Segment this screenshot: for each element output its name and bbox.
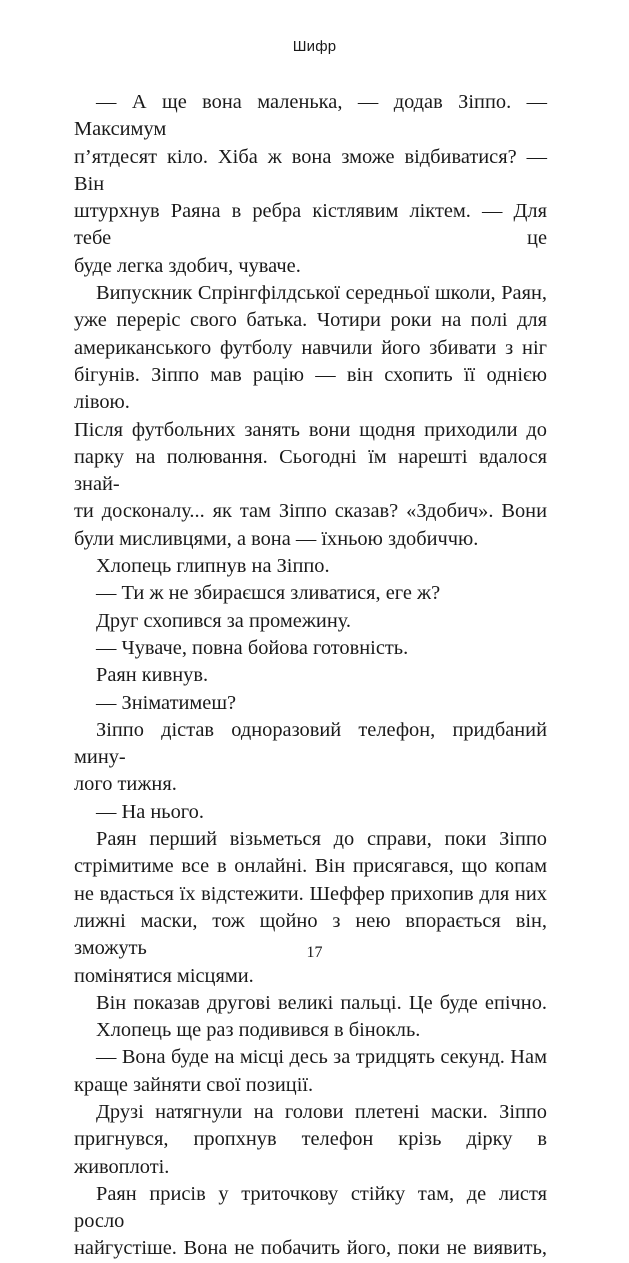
text-line: — А ще вона маленька, — додав Зіппо. — Максимум bbox=[74, 91, 547, 141]
text-line: Випускник Спрінгфілдської середньої школи, Раян, bbox=[96, 282, 547, 305]
text-line: Раян кивнув. bbox=[96, 664, 209, 687]
text-line: — Зніматимеш? bbox=[96, 691, 237, 714]
text-line: Раян присів у триточкову стійку там, де листя росло bbox=[74, 1182, 547, 1233]
text-line: уже переріс свого батька. Чотири роки на полі для bbox=[74, 309, 547, 332]
running-head: Шифр bbox=[292, 38, 337, 55]
text-line: краще зайняти свої позиції. bbox=[74, 1073, 314, 1096]
text-line: ти досконалу... як там Зіппо сказав? «Здобич». Вони bbox=[74, 500, 547, 523]
text-line: буде легка здобич, чуваче. bbox=[74, 254, 301, 277]
text-line: — Вона буде на місці десь за тридцять секунд. Нам bbox=[96, 1046, 547, 1069]
text-line: бігунів. Зіппо мав рацію — він схопить її однією лівою. bbox=[74, 363, 547, 414]
text-line: Зіппо дістав одноразовий телефон, придбаний мину- bbox=[74, 718, 547, 769]
text-line: Він показав другові великі пальці. Це буде епічно. bbox=[96, 991, 547, 1014]
text-line: — На нього. bbox=[96, 800, 204, 823]
text-line: були мисливцями, а вона — їхньою здобиччю. bbox=[74, 527, 479, 550]
text-line: Після футбольних занять вони щодня приходили до bbox=[74, 418, 547, 441]
text-line: найгустіше. Вона не побачить його, поки не виявить, bbox=[74, 1237, 547, 1260]
text-line: американського футболу навчили його збивати з ніг bbox=[74, 336, 547, 359]
text-line: — Ти ж не збираєшся зливатися, еге ж? bbox=[96, 582, 441, 605]
text-line: помінятися місцями. bbox=[74, 964, 254, 987]
text-line: стрімитиме все в онлайні. Він присягався, що копам bbox=[74, 855, 547, 878]
text-line: п’ятдесят кіло. Хіба ж вона зможе відбиватися? — Він bbox=[74, 145, 547, 195]
text-line: Хлопець глипнув на Зіппо. bbox=[96, 555, 330, 578]
text-line: парку на полювання. Сьогодні їм нарешті вдалося знай- bbox=[74, 445, 547, 496]
body-text bbox=[74, 89, 547, 1263]
text-line: Друзі натягнули на голови плетені маски. Зіппо bbox=[96, 1100, 547, 1123]
text-line: не вдасться їх відстежити. Шеффер прихопив для них bbox=[74, 882, 547, 905]
text-line: Друг схопився за промежину. bbox=[96, 609, 351, 632]
page-number: 17 bbox=[306, 944, 323, 961]
text-line: лижні маски, тож щойно з нею впорається він, зможуть bbox=[74, 909, 547, 960]
text-line: штурхнув Раяна в ребра кістлявим ліктем. — Для тебе це bbox=[74, 200, 547, 250]
text-line: Хлопець ще раз подивився в бінокль. bbox=[96, 1019, 421, 1042]
text-line: пригнувся, пропхнув телефон крізь дірку в живоплоті. bbox=[74, 1128, 547, 1178]
text-line: лого тижня. bbox=[74, 773, 177, 796]
text-line: Раян перший візьметься до справи, поки Зіппо bbox=[96, 828, 547, 851]
text-line: — Чуваче, повна бойова готовність. bbox=[96, 636, 409, 659]
